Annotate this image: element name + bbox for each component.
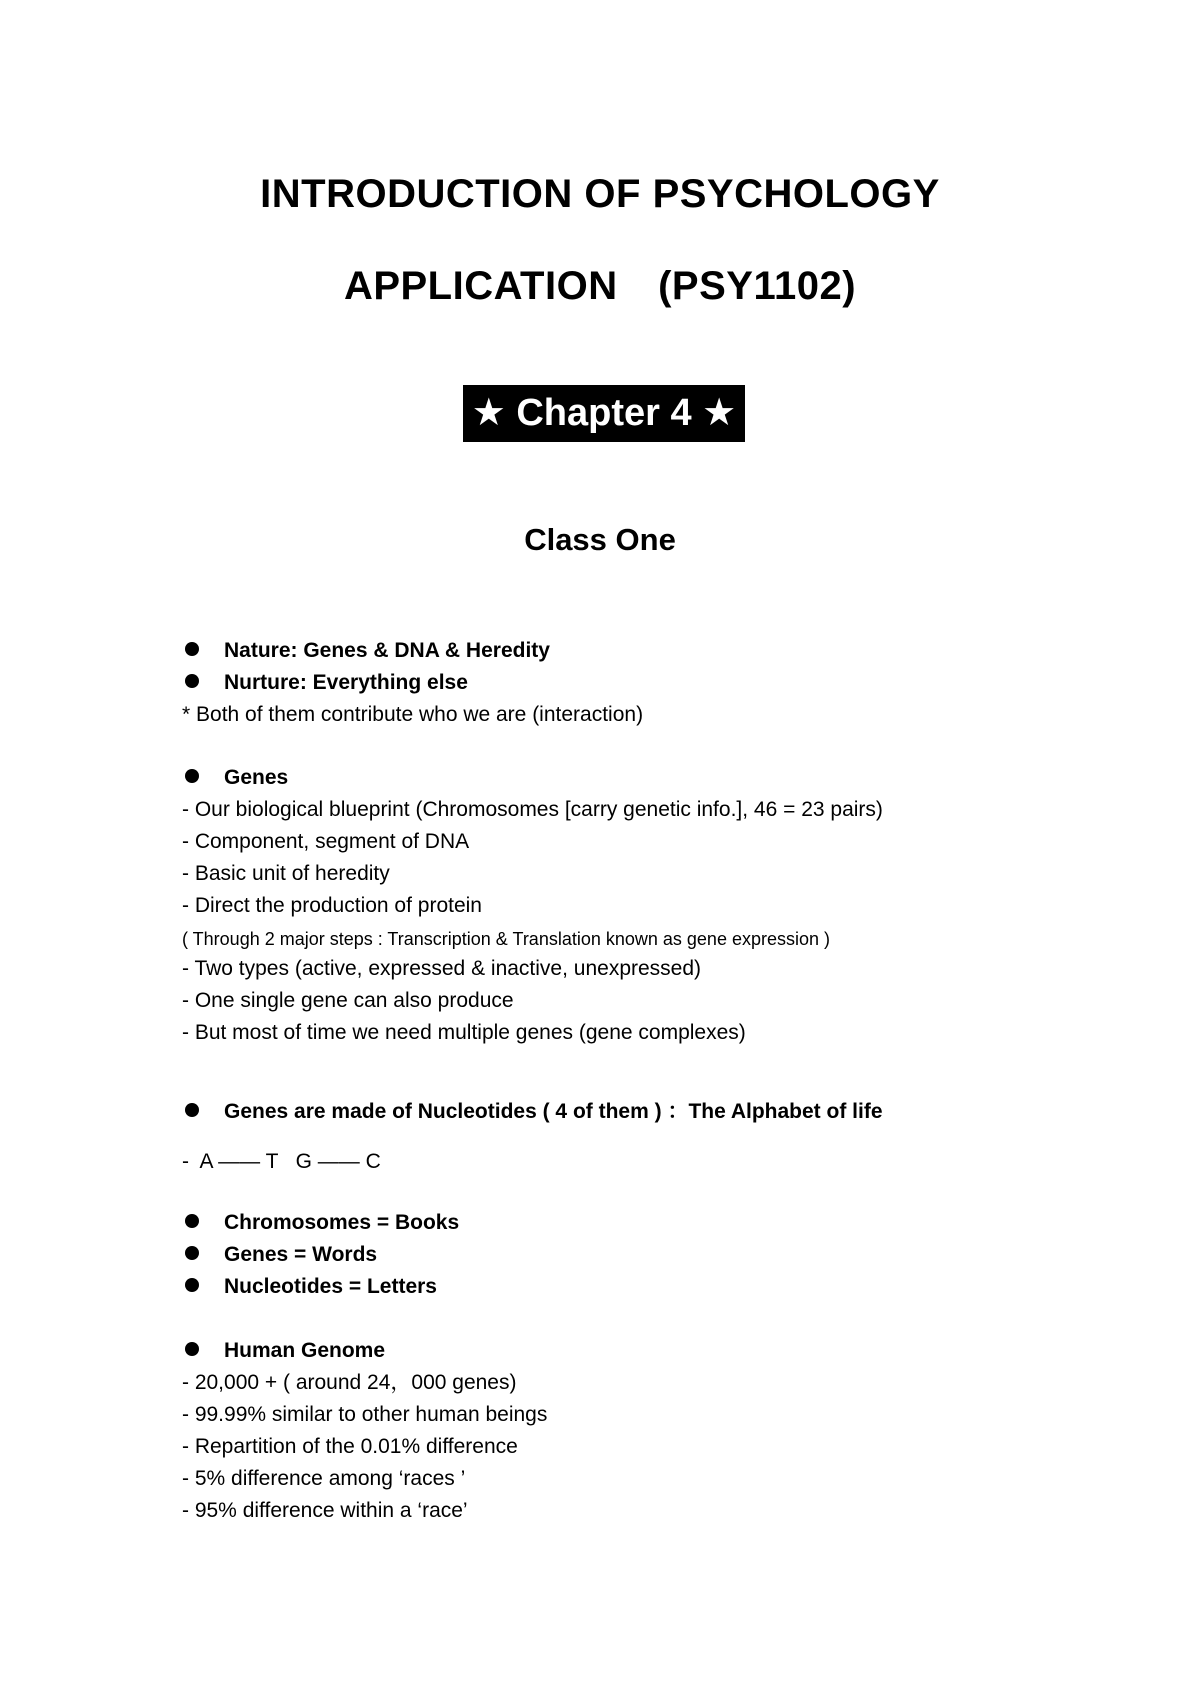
chapter-banner: ★ Chapter 4 ★ [463, 385, 745, 442]
genes-item: - Basic unit of heredity [182, 862, 390, 885]
genes-item: - Direct the production of protein [182, 894, 482, 917]
genes-item-note: ( Through 2 major steps : Transcription & Translation known as gene expression ) [182, 929, 830, 949]
analogy-item: Genes = Words [224, 1243, 378, 1266]
bullet-icon [185, 1103, 199, 1117]
analogy-item: Chromosomes = Books [224, 1211, 460, 1234]
nurture-item: Nurture: Everything else [224, 671, 468, 694]
class-heading: Class One [524, 522, 676, 557]
nature-item: Nature: Genes & DNA & Heredity [224, 639, 550, 662]
genes-item: - Two types (active, expressed & inactive, unexpressed) [182, 957, 702, 980]
bullet-icon [185, 1342, 199, 1356]
genes-item: - One single gene can also produce [182, 989, 514, 1012]
genes-item: - Component, segment of DNA [182, 830, 470, 853]
bullet-icon [185, 1278, 199, 1292]
bullet-icon [185, 642, 199, 656]
document-title-line1: INTRODUCTION OF PSYCHOLOGY [260, 172, 940, 216]
both-note: * Both of them contribute who we are (interaction) [182, 703, 644, 726]
bullet-icon [185, 769, 199, 783]
bullet-icon [185, 1246, 199, 1260]
bullet-icon [185, 1214, 199, 1228]
genome-heading: Human Genome [224, 1339, 386, 1362]
analogy-item: Nucleotides = Letters [224, 1275, 437, 1298]
genome-item: - 95% difference within a ‘race’ [182, 1499, 468, 1522]
genome-item: - 99.99% similar to other human beings [182, 1403, 548, 1426]
genome-item: - 5% difference among ‘races ’ [182, 1467, 466, 1490]
genes-item: - Our biological blueprint (Chromosomes [carry genetic info.], 46 = 23 pairs) [182, 798, 883, 821]
genes-heading: Genes [224, 766, 289, 789]
document-title-line2: APPLICATION (PSY1102) [343, 264, 857, 308]
genes-item: - But most of time we need multiple genes (gene complexes) [182, 1021, 746, 1044]
nucleotide-pairs: - A —— T G —— C [182, 1150, 381, 1173]
genome-item: - 20,000 + ( around 24，000 genes) [182, 1371, 517, 1394]
genome-item: - Repartition of the 0.01% difference [182, 1435, 518, 1458]
bullet-icon [185, 674, 199, 688]
nucleotides-heading: Genes are made of Nucleotides ( 4 of them ) ：The Alphabet of life [224, 1100, 883, 1123]
